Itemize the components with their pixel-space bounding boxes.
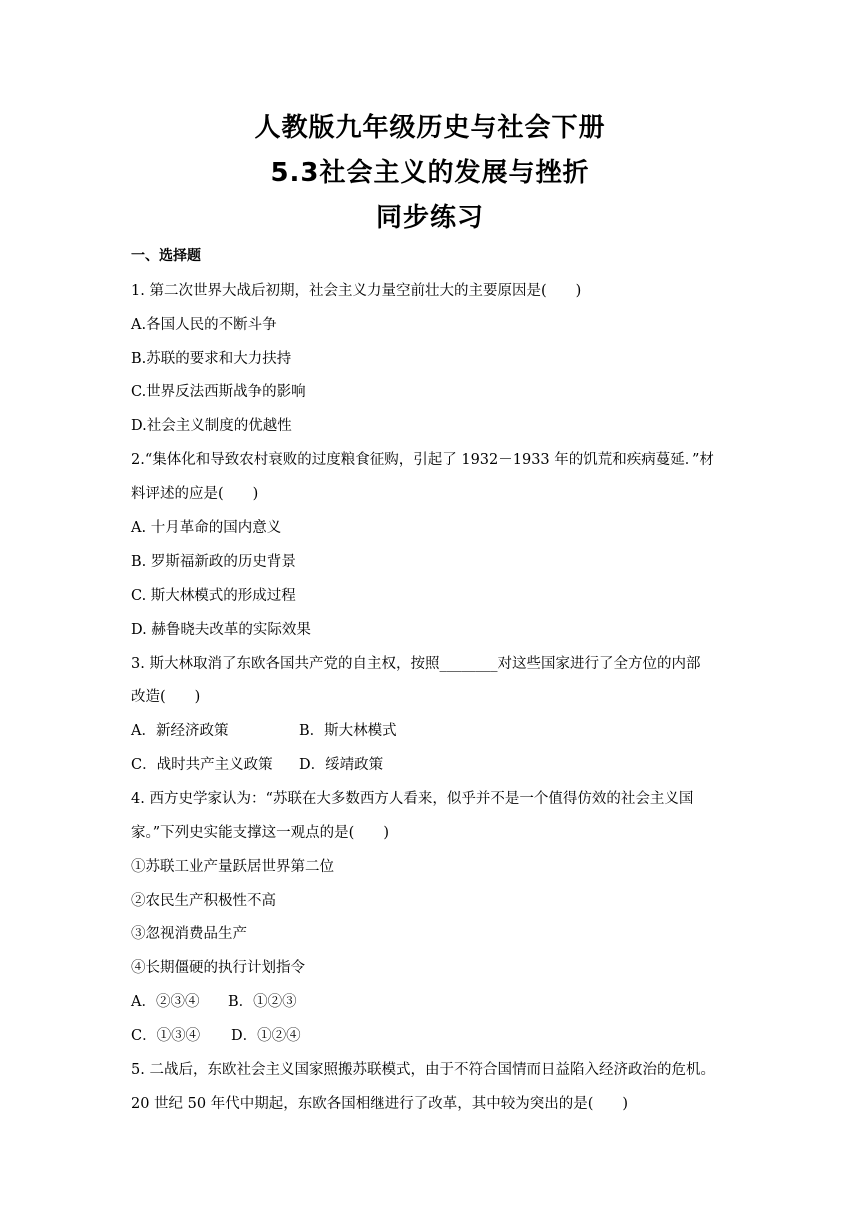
q3-option-c: C．战时共产主义政策	[131, 757, 273, 773]
q4-option-c: C．①③④	[131, 1028, 201, 1044]
q4-item-3: ③忽视消费品生产	[131, 926, 247, 942]
q1-option-a: A.各国人民的不断斗争	[131, 317, 277, 333]
q5-stem-line2: 20 世纪 50 年代中期起，东欧各国相继进行了改革，其中较为突出的是( )	[131, 1096, 629, 1112]
q4-item-4: ④长期僵硬的执行计划指令	[131, 960, 305, 976]
q4-stem-line2: 家。”下列史实能支撑这一观点的是( )	[131, 825, 389, 841]
document-title-line3: 同步练习	[375, 203, 484, 233]
q4-options-row1	[131, 991, 297, 1013]
q3-stem-line1: 3. 斯大林取消了东欧各国共产党的自主权，按照________对这些国家进行了全方位的内部	[131, 656, 701, 672]
q2-option-b: B. 罗斯福新政的历史背景	[131, 554, 296, 570]
q3-option-a: A．新经济政策	[131, 723, 229, 739]
q1-option-d: D.社会主义制度的优越性	[131, 418, 292, 434]
q4-item-2: ②农民生产积极性不高	[131, 893, 276, 909]
q3-options-row1	[131, 720, 397, 742]
document-title-line2: 5.3社会主义的发展与挫折	[270, 158, 590, 188]
q4-item-1: ①苏联工业产量跃居世界第二位	[131, 859, 334, 875]
q1-option-b: B.苏联的要求和大力扶持	[131, 351, 292, 367]
q3-stem-line2: 改造( )	[131, 689, 201, 705]
q3-options-row2	[131, 754, 384, 776]
q3-option-b: B．斯大林模式	[299, 723, 397, 739]
q2-option-d: D. 赫鲁晓夫改革的实际效果	[131, 622, 311, 638]
q4-option-a: A．②③④	[131, 994, 200, 1010]
q2-option-a: A. 十月革命的国内意义	[131, 520, 282, 536]
q1-stem: 1. 第二次世界大战后初期，社会主义力量空前壮大的主要原因是( )	[131, 283, 582, 299]
document-title-line1: 人教版九年级历史与社会下册	[254, 113, 606, 143]
q4-option-b: B．①②③	[228, 994, 297, 1010]
q2-stem-line2: 料评述的应是( )	[131, 486, 259, 502]
q2-option-c: C. 斯大林模式的形成过程	[131, 588, 296, 604]
q4-option-d: D．①②④	[231, 1028, 301, 1044]
q4-options-row2	[131, 1025, 301, 1047]
q5-stem-line1: 5. 二战后，东欧社会主义国家照搬苏联模式，由于不符合国情而日益陷入经济政治的危机。	[131, 1062, 715, 1078]
q2-stem-line1: 2.“集体化和导致农村衰败的过度粮食征购，引起了 1932－1933 年的饥荒和疾病蔓延．”材	[131, 452, 714, 468]
section-heading: 一、选择题	[131, 248, 201, 264]
q1-option-c: C.世界反法西斯战争的影响	[131, 384, 306, 400]
q4-stem-line1: 4. 西方史学家认为：“苏联在大多数西方人看来，似乎并不是一个值得仿效的社会主义国	[131, 791, 694, 807]
q3-option-d: D．绥靖政策	[299, 757, 384, 773]
